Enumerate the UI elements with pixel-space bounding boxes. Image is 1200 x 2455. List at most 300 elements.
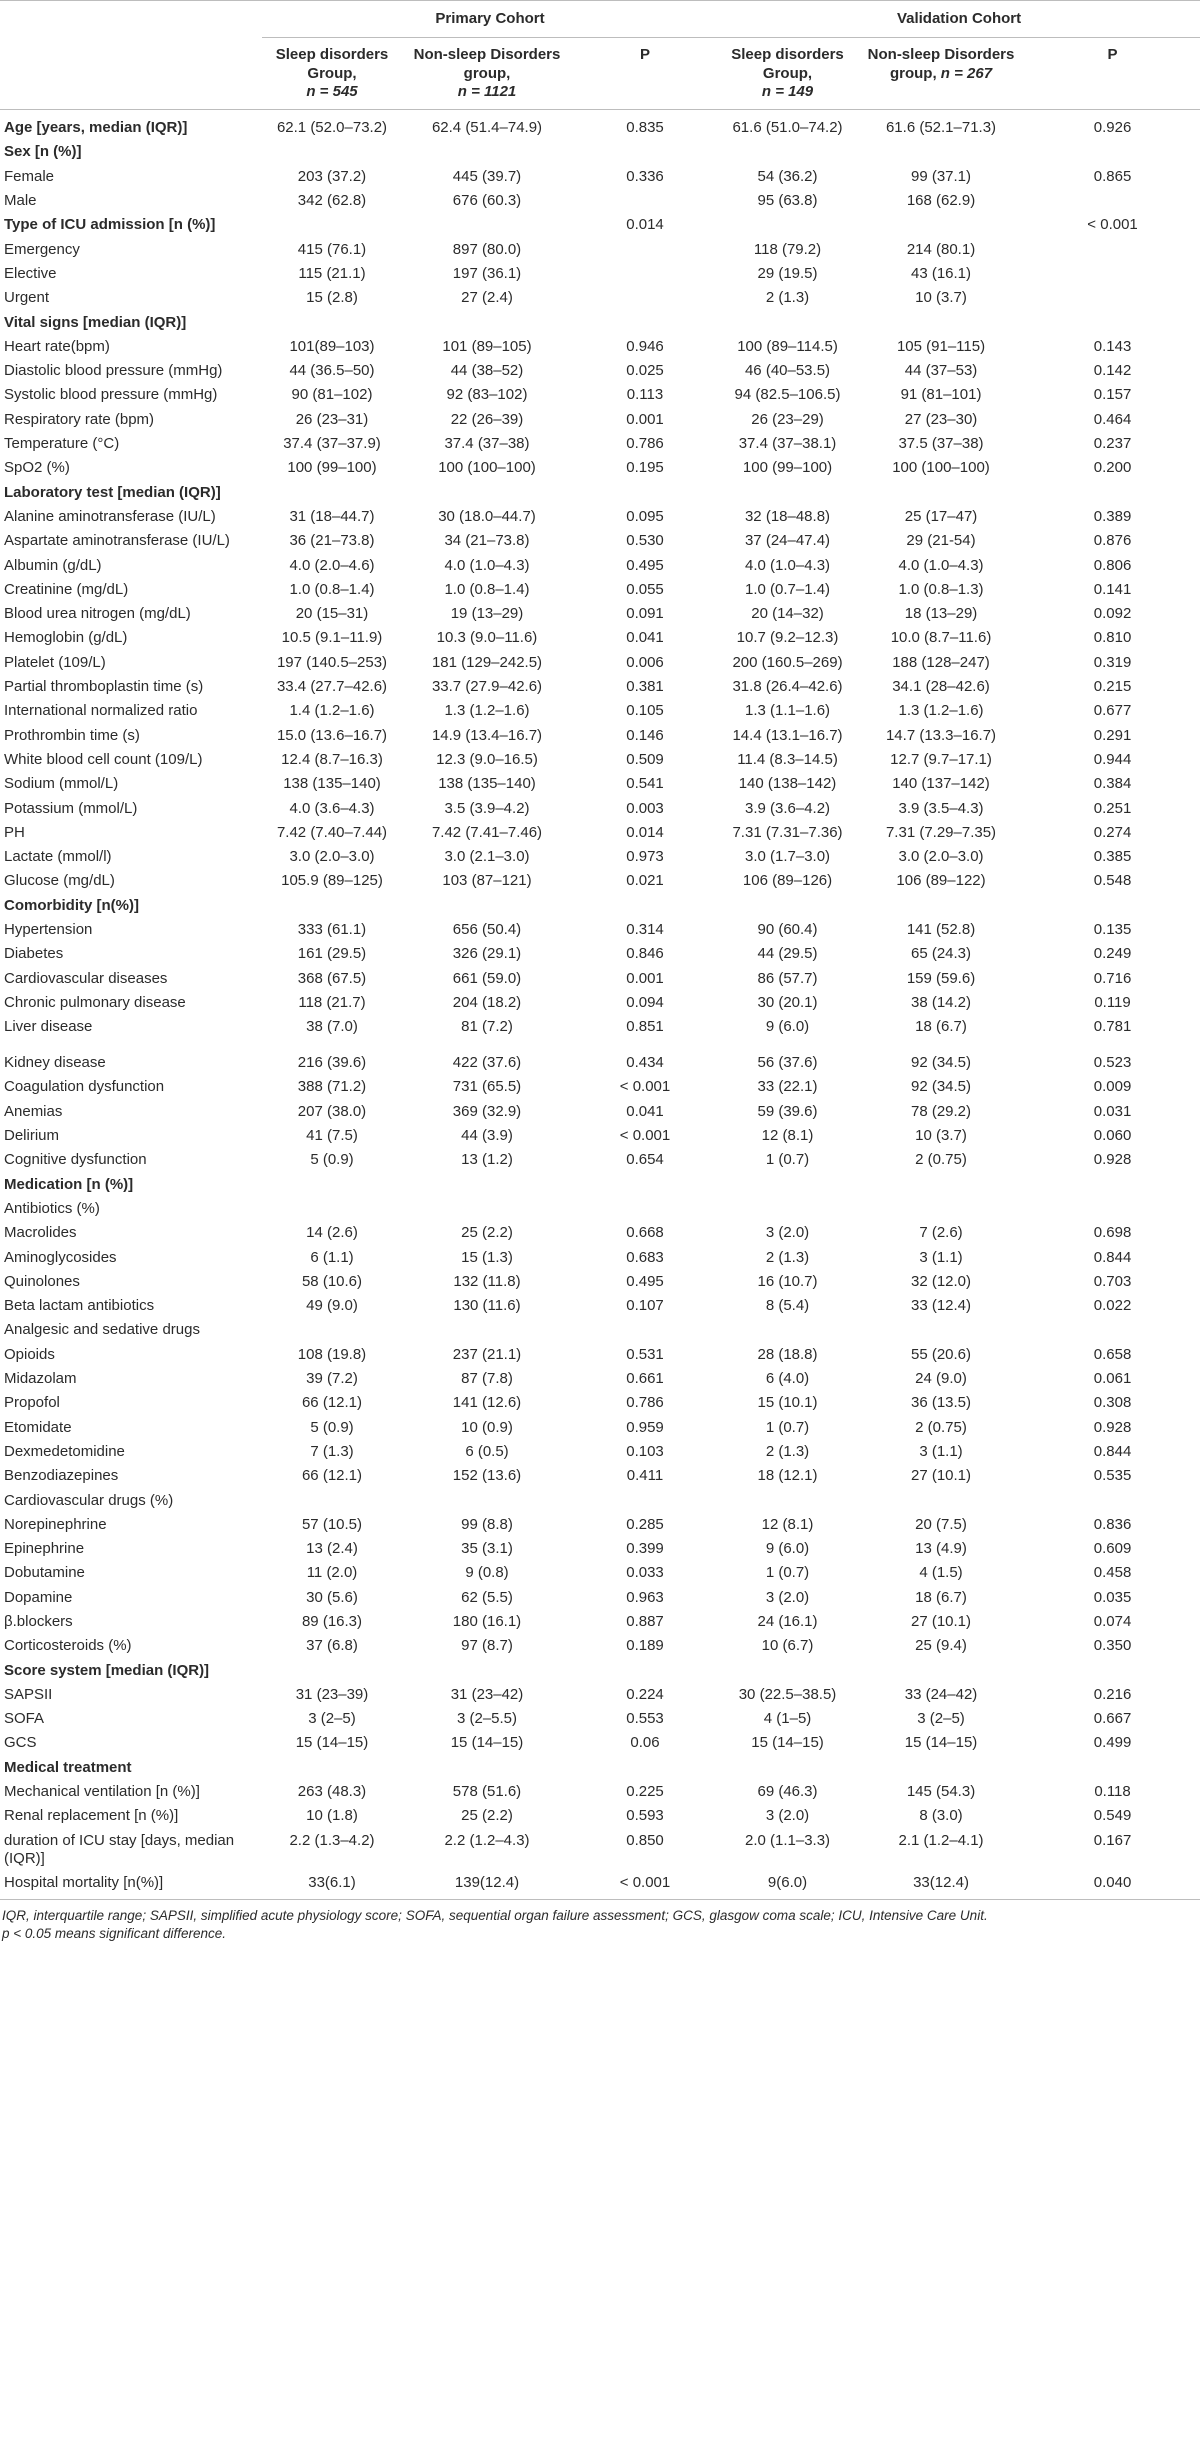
primary-nonsleep-value: 25 (2.2) <box>461 1807 513 1825</box>
validation-p-value <box>1025 311 1200 335</box>
row-label: Score system [median (IQR)] <box>4 1661 210 1679</box>
row-label: Hemoglobin (g/dL) <box>4 629 128 647</box>
validation-nonsleep-value: 27 (23–30) <box>904 410 978 428</box>
validation-p-value: 0.535 <box>1093 1467 1132 1485</box>
row-label: Sex [n (%)] <box>4 143 82 161</box>
table-row <box>0 699 1200 723</box>
validation-sleep-value: 140 (138–142) <box>738 775 837 793</box>
primary-sleep-value: 37.4 (37–37.9) <box>283 435 381 453</box>
primary-sleep-value: 66 (12.1) <box>301 1467 363 1485</box>
validation-p-value: 0.274 <box>1093 823 1132 841</box>
primary-p-value: 0.846 <box>626 945 664 963</box>
primary-p-header: P <box>572 38 718 110</box>
primary-p-value: 0.105 <box>626 702 664 720</box>
primary-nonsleep-value: 101 (89–105) <box>442 337 532 355</box>
primary-p-value: 0.033 <box>626 1564 664 1582</box>
primary-sleep-value: 14 (2.6) <box>306 1224 358 1242</box>
validation-sleep-value: 4.0 (1.0–4.3) <box>744 556 831 574</box>
primary-sleep-value: 368 (67.5) <box>297 969 367 987</box>
primary-nonsleep-value: 37.4 (37–38) <box>444 435 530 453</box>
validation-p-value <box>1025 189 1200 213</box>
row-label: Partial thromboplastin time (s) <box>4 678 204 696</box>
validation-nonsleep-value: 44 (37–53) <box>904 362 978 380</box>
primary-nonsleep-value: 35 (3.1) <box>461 1540 513 1558</box>
validation-p-value: 0.319 <box>1093 653 1132 671</box>
row-label: Mechanical ventilation [n (%)] <box>4 1783 200 1801</box>
validation-sleep-value: 30 (22.5–38.5) <box>738 1685 837 1703</box>
table-row <box>0 772 1200 796</box>
primary-p-value: 0.014 <box>626 823 664 841</box>
primary-nonsleep-value <box>402 213 572 237</box>
validation-sleep-value: 9 (6.0) <box>765 1540 810 1558</box>
validation-sleep-value: 100 (99–100) <box>742 459 833 477</box>
validation-sleep-value: 1.0 (0.7–1.4) <box>744 580 831 598</box>
validation-p-value <box>1025 1756 1200 1780</box>
validation-p-value: 0.167 <box>1093 1831 1132 1849</box>
primary-nonsleep-value <box>402 1489 572 1513</box>
table-row <box>0 1731 1200 1755</box>
table-row <box>0 991 1200 1015</box>
table-row <box>0 748 1200 772</box>
primary-nonsleep-value: 237 (21.1) <box>452 1345 522 1363</box>
table-row <box>0 1537 1200 1561</box>
validation-sleep-value: 31.8 (26.4–42.6) <box>732 678 843 696</box>
validation-sleep-value: 30 (20.1) <box>757 993 818 1011</box>
validation-sleep-value: 37.4 (37–38.1) <box>738 435 837 453</box>
validation-nonsleep-value: 2.1 (1.2–4.1) <box>898 1831 984 1849</box>
validation-sleep-value: 54 (36.2) <box>757 167 818 185</box>
validation-cohort-header: Validation Cohort <box>718 1 1200 38</box>
validation-sleep-value: 3 (2.0) <box>765 1224 810 1242</box>
row-label: Male <box>4 192 37 210</box>
primary-sleep-value: 10 (1.8) <box>306 1807 358 1825</box>
primary-nonsleep-value: 3.0 (2.1–3.0) <box>444 848 530 866</box>
primary-nonsleep-value <box>402 1756 572 1780</box>
validation-sleep-value <box>718 1318 857 1342</box>
validation-sleep-value: 1 (0.7) <box>765 1564 810 1582</box>
validation-p-value: 0.698 <box>1093 1224 1132 1242</box>
validation-nonsleep-value: 4 (1.5) <box>919 1564 963 1582</box>
row-label: GCS <box>4 1734 37 1752</box>
primary-nonsleep-value: 22 (26–39) <box>450 410 524 428</box>
table-row <box>0 189 1200 213</box>
header-blank-sub <box>0 38 262 110</box>
primary-sleep-value: 3 (2–5) <box>308 1710 356 1728</box>
row-label: Heart rate(bpm) <box>4 337 110 355</box>
validation-sleep-value: 95 (63.8) <box>757 192 818 210</box>
primary-nonsleep-header: Non-sleep Disorders group, n = 1121 <box>402 38 572 110</box>
primary-sleep-value <box>262 481 402 505</box>
primary-p-value <box>572 140 718 164</box>
validation-sleep-value: 32 (18–48.8) <box>744 507 831 525</box>
primary-sleep-value <box>262 1318 402 1342</box>
validation-sleep-value: 26 (23–29) <box>751 410 824 428</box>
row-label: β.blockers <box>4 1613 73 1630</box>
primary-sleep-value: 44 (36.5–50) <box>289 362 375 380</box>
table-row <box>0 1440 1200 1464</box>
table-row <box>0 359 1200 383</box>
validation-p-value: 0.658 <box>1093 1345 1132 1363</box>
validation-p-value: 0.074 <box>1093 1613 1132 1630</box>
table-row <box>0 1391 1200 1415</box>
primary-p-value: 0.336 <box>626 167 664 185</box>
primary-p-value: 0.189 <box>626 1637 664 1655</box>
primary-nonsleep-value: 1.3 (1.2–1.6) <box>444 702 530 720</box>
row-label: Renal replacement [n (%)] <box>4 1807 179 1825</box>
validation-nonsleep-value: 33(12.4) <box>857 1871 1025 1899</box>
validation-p-value: 0.215 <box>1093 678 1132 696</box>
validation-p-value: 0.458 <box>1093 1564 1132 1582</box>
table-row <box>0 432 1200 456</box>
validation-p-value: 0.237 <box>1093 435 1132 453</box>
table-row <box>0 1318 1200 1342</box>
row-label: Prothrombin time (s) <box>4 726 140 744</box>
primary-sleep-value: 333 (61.1) <box>297 920 367 938</box>
primary-sleep-value: 3.0 (2.0–3.0) <box>289 848 375 866</box>
validation-nonsleep-value <box>857 1489 1025 1513</box>
primary-sleep-value: 115 (21.1) <box>298 264 366 282</box>
validation-nonsleep-value: 2 (0.75) <box>915 1418 967 1436</box>
validation-sleep-value: 24 (16.1) <box>757 1613 818 1630</box>
primary-sleep-value: 105.9 (89–125) <box>281 872 383 890</box>
validation-nonsleep-value: 214 (80.1) <box>906 240 976 258</box>
validation-sleep-value: 12 (8.1) <box>761 1515 814 1533</box>
table-section-row <box>0 1659 1200 1683</box>
validation-p-value <box>1025 1489 1200 1513</box>
primary-nonsleep-value: 326 (29.1) <box>452 945 522 963</box>
primary-nonsleep-value <box>402 894 572 918</box>
row-label: Antibiotics (%) <box>4 1199 100 1217</box>
row-label: Sodium (mmol/L) <box>4 775 119 793</box>
validation-sleep-value: 10 (6.7) <box>761 1637 814 1655</box>
primary-sleep-value: 15 (14–15) <box>295 1734 369 1752</box>
primary-p-value: 0.055 <box>626 580 664 598</box>
validation-sleep-value: 9(6.0) <box>718 1871 857 1899</box>
validation-sleep-value <box>718 1489 857 1513</box>
primary-nonsleep-value: 9 (0.8) <box>465 1564 509 1582</box>
row-label: Systolic blood pressure (mmHg) <box>4 386 218 404</box>
row-label: Cardiovascular drugs (%) <box>4 1491 174 1509</box>
table-section-row <box>0 481 1200 505</box>
primary-p-value: 0.003 <box>626 799 664 817</box>
validation-nonsleep-value <box>857 1659 1025 1683</box>
validation-p-value: 0.667 <box>1093 1710 1132 1728</box>
primary-nonsleep-value: 180 (16.1) <box>452 1613 522 1630</box>
table-section-row <box>0 1756 1200 1780</box>
validation-nonsleep-value: 92 (34.5) <box>910 1078 972 1096</box>
table-row <box>0 942 1200 966</box>
row-label: Dobutamine <box>4 1564 85 1582</box>
validation-nonsleep-value: 29 (21-54) <box>906 532 976 550</box>
validation-nonsleep-value: 106 (89–122) <box>896 872 986 890</box>
validation-p-value <box>1025 1173 1200 1197</box>
primary-nonsleep-value: 33.7 (27.9–42.6) <box>431 678 543 696</box>
validation-nonsleep-value: 3 (2–5) <box>917 1710 965 1728</box>
primary-cohort-header: Primary Cohort <box>262 1 718 38</box>
table-row <box>0 1294 1200 1318</box>
validation-p-value: 0.926 <box>1093 119 1132 137</box>
validation-nonsleep-value <box>857 481 1025 505</box>
validation-nonsleep-value: 13 (4.9) <box>915 1540 967 1558</box>
validation-sleep-value: 4 (1–5) <box>763 1710 812 1728</box>
validation-nonsleep-value: 18 (13–29) <box>904 605 978 623</box>
validation-p-value: 0.040 <box>1025 1871 1200 1899</box>
validation-nonsleep-value: 10 (3.7) <box>915 289 967 307</box>
validation-sleep-value: 44 (29.5) <box>757 945 818 963</box>
row-label: Kidney disease <box>4 1054 106 1072</box>
validation-sleep-value: 20 (14–32) <box>751 605 824 623</box>
primary-p-value <box>572 238 718 262</box>
row-label: Glucose (mg/dL) <box>4 872 115 890</box>
row-label: Type of ICU admission [n (%)] <box>4 216 216 234</box>
primary-p-value: 0.399 <box>626 1540 664 1558</box>
table-row <box>0 578 1200 602</box>
table-row <box>0 651 1200 675</box>
primary-p-value: 0.530 <box>626 532 664 550</box>
row-label: Chronic pulmonary disease <box>4 993 186 1011</box>
primary-nonsleep-value: 897 (80.0) <box>452 240 522 258</box>
primary-sleep-value: 33(6.1) <box>262 1871 402 1899</box>
primary-sleep-value: 39 (7.2) <box>306 1370 358 1388</box>
primary-nonsleep-value <box>402 481 572 505</box>
table-row <box>0 1124 1200 1148</box>
primary-p-value: 0.224 <box>626 1685 664 1703</box>
table-row <box>0 1367 1200 1391</box>
validation-p-value: 0.251 <box>1093 799 1132 817</box>
validation-nonsleep-value: 14.7 (13.3–16.7) <box>885 726 997 744</box>
primary-sleep-value <box>262 1173 402 1197</box>
validation-p-value: 0.060 <box>1093 1127 1132 1145</box>
primary-nonsleep-value: 141 (12.6) <box>452 1394 522 1412</box>
validation-nonsleep-value: 4.0 (1.0–4.3) <box>898 556 984 574</box>
primary-p-value: 0.314 <box>626 920 664 938</box>
table-row <box>0 1246 1200 1270</box>
primary-sleep-value: 33.4 (27.7–42.6) <box>276 678 388 696</box>
primary-p-value: 0.654 <box>626 1151 664 1169</box>
validation-sleep-value: 37 (24–47.4) <box>744 532 831 550</box>
primary-p-value <box>572 1173 718 1197</box>
row-label: Albumin (g/dL) <box>4 556 102 574</box>
validation-sleep-value: 200 (160.5–269) <box>732 653 843 671</box>
row-label: duration of ICU stay [days, median (IQR)] <box>4 1831 235 1867</box>
table-row <box>0 797 1200 821</box>
primary-sleep-value: 58 (10.6) <box>301 1272 363 1290</box>
validation-p-value: 0.844 <box>1093 1442 1132 1460</box>
row-label: Aminoglycosides <box>4 1248 117 1266</box>
validation-p-value <box>1025 1318 1200 1342</box>
primary-sleep-value: 118 (21.7) <box>298 993 366 1011</box>
validation-sleep-value: 46 (40–53.5) <box>744 362 831 380</box>
validation-p-value: 0.677 <box>1093 702 1132 720</box>
validation-nonsleep-value: 92 (34.5) <box>910 1054 972 1072</box>
primary-sleep-value: 2.2 (1.3–4.2) <box>289 1831 375 1849</box>
primary-sleep-value: 49 (9.0) <box>306 1297 358 1315</box>
row-label: Female <box>4 167 55 185</box>
validation-p-value: 0.135 <box>1093 920 1132 938</box>
validation-nonsleep-value: 18 (6.7) <box>915 1018 967 1036</box>
row-label: Laboratory test [median (IQR)] <box>4 483 221 501</box>
primary-p-value: 0.959 <box>626 1418 664 1436</box>
row-label: SAPSII <box>4 1685 53 1703</box>
validation-p-value: 0.928 <box>1093 1418 1132 1436</box>
table-row <box>0 1829 1200 1872</box>
validation-p-value: 0.928 <box>1093 1151 1132 1169</box>
validation-nonsleep-value: 105 (91–115) <box>896 337 986 355</box>
primary-nonsleep-value: 10.3 (9.0–11.6) <box>436 629 538 647</box>
row-label: Blood urea nitrogen (mg/dL) <box>4 605 191 623</box>
validation-nonsleep-value: 140 (137–142) <box>892 775 990 793</box>
validation-p-value: 0.308 <box>1093 1394 1132 1412</box>
primary-nonsleep-value: 15 (1.3) <box>461 1248 513 1266</box>
primary-p-value: 0.091 <box>626 605 664 623</box>
row-label: Delirium <box>4 1127 60 1145</box>
validation-p-value: 0.865 <box>1093 167 1132 185</box>
primary-nonsleep-value: 676 (60.3) <box>452 192 522 210</box>
primary-sleep-value: 100 (99–100) <box>287 459 377 477</box>
table-row <box>0 1707 1200 1731</box>
validation-nonsleep-value: 34.1 (28–42.6) <box>892 678 990 696</box>
table-section-row <box>0 110 1200 141</box>
validation-sleep-value: 15 (14–15) <box>751 1734 824 1752</box>
row-label: Vital signs [median (IQR)] <box>4 313 187 331</box>
primary-sleep-value: 36 (21–73.8) <box>289 532 375 550</box>
row-label: Emergency <box>4 240 80 258</box>
primary-nonsleep-value: 27 (2.4) <box>461 289 513 307</box>
primary-nonsleep-value: 10 (0.9) <box>461 1418 513 1436</box>
row-label: PH <box>4 823 25 841</box>
validation-sleep-value: 11.4 (8.3–14.5) <box>737 750 838 768</box>
primary-p-value: 0.06 <box>630 1734 660 1752</box>
primary-nonsleep-value: 138 (135–140) <box>438 775 536 793</box>
table-row <box>0 238 1200 262</box>
validation-sleep-value <box>718 140 857 164</box>
validation-p-value: 0.157 <box>1093 386 1132 404</box>
validation-p-value: 0.035 <box>1093 1588 1132 1606</box>
validation-p-value: 0.781 <box>1093 1018 1132 1036</box>
validation-nonsleep-value: 61.6 (52.1–71.3) <box>885 119 997 137</box>
table-row <box>0 554 1200 578</box>
primary-sleep-value: 31 (23–39) <box>295 1685 369 1703</box>
validation-nonsleep-value: 3.0 (2.0–3.0) <box>898 848 984 866</box>
primary-p-value: 0.025 <box>626 362 664 380</box>
validation-sleep-value: 61.6 (51.0–74.2) <box>732 119 843 137</box>
validation-nonsleep-value: 55 (20.6) <box>910 1345 972 1363</box>
row-label: Benzodiazepines <box>4 1467 119 1485</box>
primary-nonsleep-value: 12.3 (9.0–16.5) <box>436 750 538 768</box>
validation-p-value: 0.216 <box>1093 1685 1132 1703</box>
primary-nonsleep-value: 44 (3.9) <box>461 1127 513 1145</box>
primary-nonsleep-value <box>402 140 572 164</box>
validation-nonsleep-header: Non-sleep Disorders group, n = 267 <box>857 38 1025 110</box>
primary-sleep-value: 4.0 (3.6–4.3) <box>289 799 375 817</box>
validation-nonsleep-value: 18 (6.7) <box>915 1588 967 1606</box>
primary-p-value: 0.095 <box>626 507 664 525</box>
validation-nonsleep-value: 1.3 (1.2–1.6) <box>898 702 984 720</box>
validation-nonsleep-value: 145 (54.3) <box>906 1783 976 1801</box>
primary-nonsleep-value: 87 (7.8) <box>461 1370 513 1388</box>
primary-nonsleep-value: 4.0 (1.0–4.3) <box>444 556 530 574</box>
validation-sleep-value <box>718 213 857 237</box>
table-row <box>0 1780 1200 1804</box>
primary-sleep-value: 15 (2.8) <box>306 289 358 307</box>
validation-nonsleep-value: 15 (14–15) <box>904 1734 978 1752</box>
primary-sleep-value: 1.4 (1.2–1.6) <box>289 702 375 720</box>
validation-sleep-value: 106 (89–126) <box>742 872 833 890</box>
primary-p-value <box>572 1756 718 1780</box>
primary-p-value: < 0.001 <box>619 1078 671 1096</box>
row-label: Epinephrine <box>4 1540 85 1558</box>
primary-p-value: 0.668 <box>626 1224 664 1242</box>
validation-sleep-value: 59 (39.6) <box>757 1102 818 1120</box>
primary-sleep-value: 90 (81–102) <box>291 386 373 404</box>
table-row <box>0 1464 1200 1488</box>
validation-p-value: 0.031 <box>1093 1102 1132 1120</box>
row-label: Temperature (°C) <box>4 435 120 453</box>
row-label: Analgesic and sedative drugs <box>4 1321 200 1339</box>
validation-nonsleep-value <box>857 311 1025 335</box>
primary-sleep-value: 342 (62.8) <box>297 192 367 210</box>
primary-sleep-value: 31 (18–44.7) <box>289 507 375 525</box>
primary-p-value: 0.946 <box>626 337 664 355</box>
validation-p-value <box>1025 262 1200 286</box>
table-row <box>0 456 1200 480</box>
primary-sleep-value <box>262 894 402 918</box>
primary-p-value <box>572 311 718 335</box>
primary-nonsleep-value: 422 (37.6) <box>452 1054 522 1072</box>
primary-nonsleep-value: 152 (13.6) <box>452 1467 522 1485</box>
primary-nonsleep-value: 92 (83–102) <box>446 386 528 404</box>
table-section-row <box>0 1173 1200 1197</box>
validation-nonsleep-value <box>857 894 1025 918</box>
row-label: Comorbidity [n(%)] <box>4 896 139 914</box>
primary-sleep-value: 7 (1.3) <box>310 1442 354 1460</box>
primary-nonsleep-value: 2.2 (1.2–4.3) <box>444 1831 530 1849</box>
validation-sleep-value: 10.7 (9.2–12.3) <box>736 629 839 647</box>
primary-nonsleep-value: 7.42 (7.41–7.46) <box>431 823 543 841</box>
validation-p-value: 0.389 <box>1093 507 1132 525</box>
validation-nonsleep-value: 43 (16.1) <box>910 264 972 282</box>
primary-p-value <box>572 1318 718 1342</box>
validation-sleep-value: 9 (6.0) <box>765 1018 810 1036</box>
validation-sleep-value: 94 (82.5–106.5) <box>734 386 841 404</box>
primary-sleep-value: 7.42 (7.40–7.44) <box>276 823 388 841</box>
table-row <box>0 1197 1200 1221</box>
validation-nonsleep-value: 36 (13.5) <box>910 1394 972 1412</box>
primary-sleep-value: 26 (23–31) <box>295 410 369 428</box>
validation-sleep-value: 3 (2.0) <box>765 1807 810 1825</box>
validation-p-value: 0.291 <box>1093 726 1132 744</box>
row-label: White blood cell count (109/L) <box>4 750 203 768</box>
primary-p-value: 0.495 <box>626 1272 664 1290</box>
validation-nonsleep-value: 2 (0.75) <box>915 1151 967 1169</box>
validation-nonsleep-value: 159 (59.6) <box>906 969 976 987</box>
primary-nonsleep-value: 31 (23–42) <box>450 1685 524 1703</box>
footnote-abbreviations: IQR, interquartile range; SAPSII, simplified acute physiology score; SOFA, sequential organ failure assessment; GCS, glasgow coma scale; ICU, Intensive Care Unit. <box>2 1907 988 1923</box>
validation-p-value: 0.384 <box>1093 775 1132 793</box>
primary-sleep-value: 38 (7.0) <box>306 1018 358 1036</box>
row-label: Cognitive dysfunction <box>4 1151 147 1169</box>
validation-sleep-value: 28 (18.8) <box>757 1345 818 1363</box>
table-row <box>0 505 1200 529</box>
row-label: Opioids <box>4 1345 55 1363</box>
primary-nonsleep-value: 99 (8.8) <box>461 1515 513 1533</box>
row-label: Diabetes <box>4 945 64 963</box>
table-row <box>0 626 1200 650</box>
validation-nonsleep-value: 3 (1.1) <box>919 1248 963 1266</box>
primary-sleep-value: 11 (2.0) <box>306 1564 358 1582</box>
validation-p-value: 0.009 <box>1093 1078 1132 1096</box>
validation-p-value: 0.249 <box>1093 945 1132 963</box>
